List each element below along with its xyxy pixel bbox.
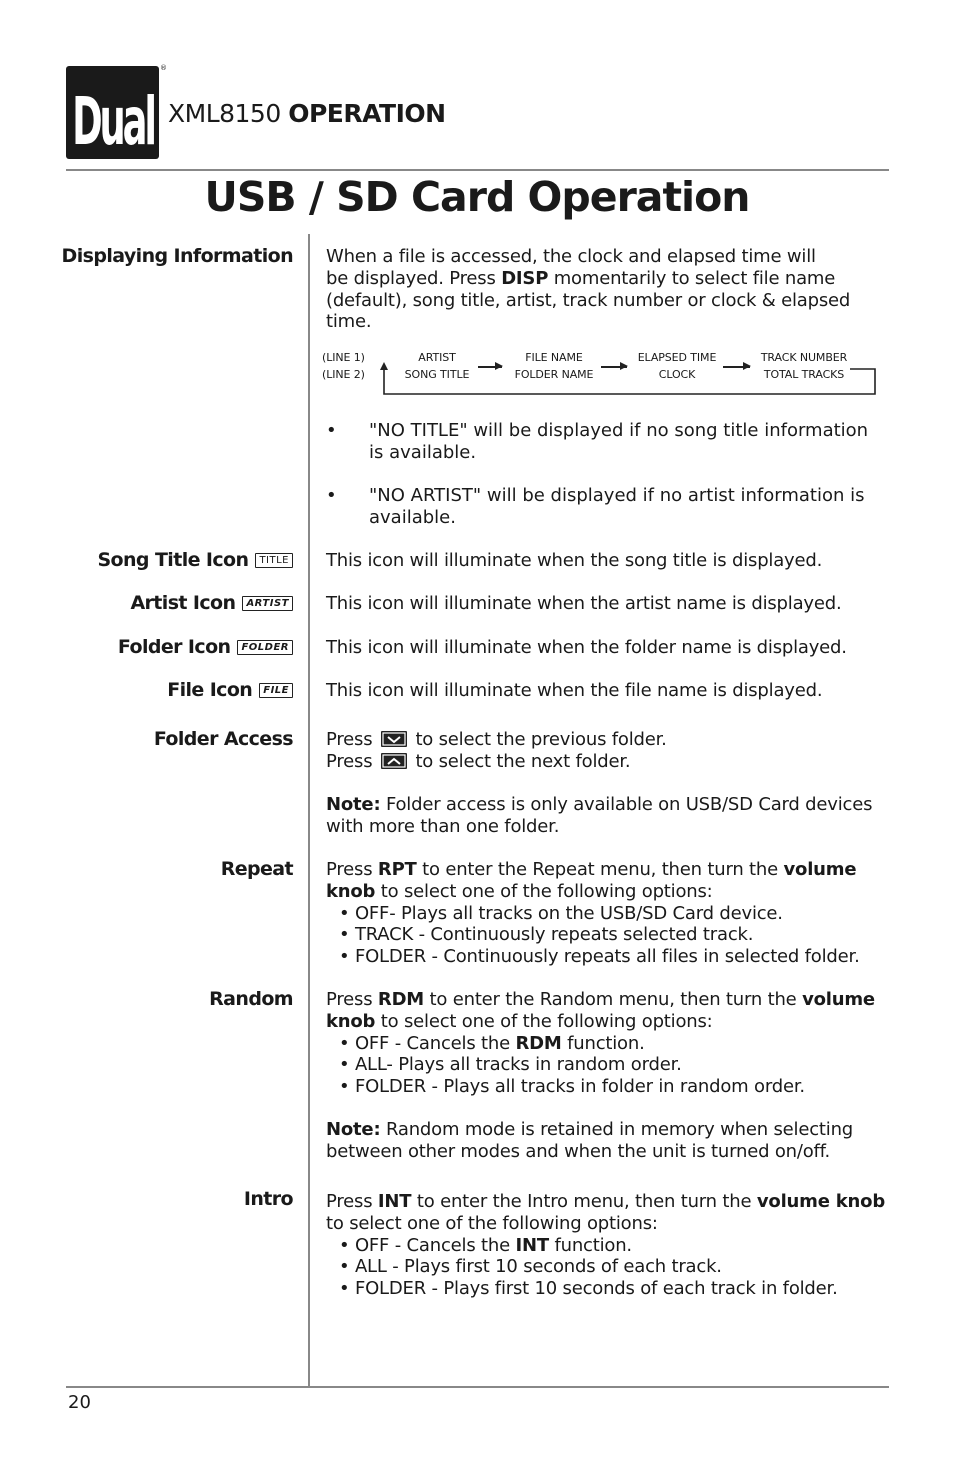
folder-icon: FOLDER (237, 640, 293, 655)
registered-mark: ® (160, 64, 167, 72)
folder-access-text: Press to select the previous folder. Press to select the next folder. (326, 729, 667, 772)
diagram-step-4: TRACK NUMBER TOTAL TRACKS (760, 351, 848, 381)
label-folder-icon: Folder Icon FOLDER (118, 636, 293, 658)
label-displaying-information: Displaying Information (61, 245, 293, 267)
page-title: USB / SD Card Operation (204, 173, 750, 221)
label-intro: Intro (243, 1188, 293, 1210)
folder-up-icon (381, 753, 407, 769)
dual-logo (66, 66, 159, 159)
intro-text: Press INT to enter the Intro menu, then turn the volume knob to select one of the following options: • OFF - Cancels the INT function. • ALL - Plays first 10 seconds of each track. • FOLDER - Plays first 10 seconds of each track in folder. (326, 1191, 886, 1300)
file-icon: FILE (259, 683, 293, 698)
random-text: Press RDM to enter the Random menu, then turn the volume knob to select one of the following options: • OFF - Cancels the RDM function. • ALL- Plays all tracks in random order. • FOLDER - Plays all tracks in folder in random order. (326, 989, 875, 1098)
file-icon-text: This icon will illuminate when the file name is displayed. (326, 680, 823, 701)
column-divider (308, 234, 310, 1387)
footer-rule (66, 1386, 889, 1388)
label-random: Random (209, 988, 293, 1010)
displaying-information-text: When a file is accessed, the clock and elapsed time will be displayed. Press DISP momentarily to select file name (default), song title, artist, track number or clock & elapsed time. (326, 246, 851, 333)
repeat-text: Press RPT to enter the Repeat menu, then turn the volume knob to select one of the following options: • OFF- Plays all tracks on the USB/SD Card device. • TRACK - Continuously repeats selected track. • FOLDER - Continuously repeats all files in selected folder. (326, 859, 860, 968)
diagram-step-1: ARTIST SONG TITLE (404, 351, 470, 381)
diagram-line-labels: (LINE 1) (LINE 2) (322, 351, 365, 381)
model-number: XML8150 (168, 99, 281, 128)
diagram-arrow-1 (478, 366, 502, 368)
bullet-no-title: • "NO TITLE" will be displayed if no song title information is available. (326, 420, 869, 463)
logo-text: Dual (71, 83, 154, 159)
label-folder-access: Folder Access (153, 728, 293, 750)
label-file-icon: File Icon FILE (167, 679, 293, 701)
song-title-icon-text: This icon will illuminate when the song title is displayed. (326, 550, 823, 571)
operation-label: OPERATION (288, 99, 446, 128)
folder-down-icon (381, 731, 407, 747)
label-song-title-icon: Song Title Icon TITLE (97, 549, 293, 571)
folder-access-note: Note: Folder access is only available on USB/SD Card devices with more than one folder. (326, 794, 873, 837)
diagram-step-2: FILE NAME FOLDER NAME (514, 351, 594, 381)
label-repeat: Repeat (220, 858, 293, 880)
artist-icon: ARTIST (242, 596, 293, 611)
model-heading (168, 99, 446, 128)
page-number: 20 (68, 1392, 91, 1413)
label-artist-icon: Artist Icon ARTIST (130, 592, 293, 614)
folder-icon-text: This icon will illuminate when the folder name is displayed. (326, 637, 847, 658)
bullet-no-artist: • "NO ARTIST" will be displayed if no artist information is available. (326, 485, 865, 528)
random-note: Note: Random mode is retained in memory when selecting between other modes and when the unit is turned on/off. (326, 1119, 853, 1162)
diagram-arrow-2 (601, 366, 627, 368)
diagram-step-3: ELAPSED TIME CLOCK (637, 351, 717, 381)
header-rule (66, 169, 889, 171)
diagram-arrow-3 (723, 366, 750, 368)
title-icon: TITLE (255, 553, 293, 568)
artist-icon-text: This icon will illuminate when the artist name is displayed. (326, 593, 842, 614)
